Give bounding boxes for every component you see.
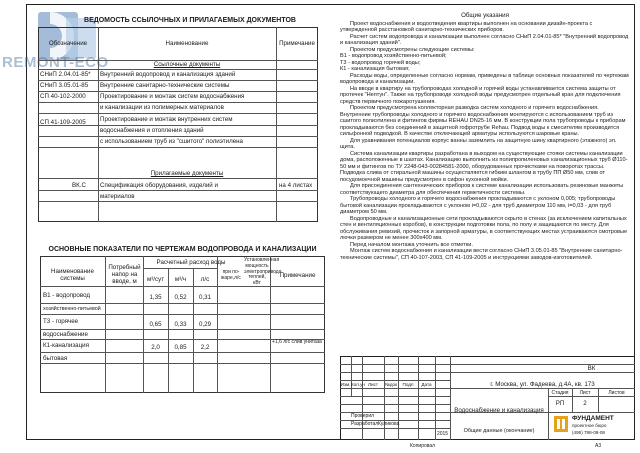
ind-header-head: Потребный напор на вводе, м [108, 264, 141, 285]
ind-header-system: Наименование системы [51, 268, 94, 282]
tb-address: г. Москва, ул. Фадеева, д.4А, кв. 173 [490, 381, 595, 388]
att-row-note: на 4 листах [279, 182, 313, 189]
tb-sheet-name: Общие данные (окончание) [463, 428, 535, 434]
ind-unit: л/с [200, 276, 210, 283]
tb-phone: (495) 798-08-08 [572, 430, 605, 435]
tb-stage: РП [555, 400, 565, 407]
notes-paragraph: Т3 - водопровод горячей воды; [340, 59, 421, 66]
ind-header-note: Примечание [279, 272, 316, 279]
tb-sheets-label: Листов [608, 390, 625, 396]
ind-row-name: Т3 - горячее [43, 318, 79, 325]
ref-row-code: СП 41-109-2005 [40, 119, 86, 126]
general-notes [340, 13, 630, 261]
notes-paragraph: Монтаж систем водоснабжения и канализации вести согласно СНиП 3.05.01-85 "Внутренние санитарно-технические системы", СП 40-107-2003, СП 41-109-2005 и инструкциями заводов-изготовителей. [340, 248, 623, 261]
tb-company-sub: проектное бюро [572, 423, 607, 428]
notes-heading: Общие указания [461, 12, 509, 19]
ind-row-v2: 0,85 [174, 344, 187, 351]
notes-paragraph: Проектом предусмотрены следующие системы: [350, 46, 475, 53]
tb-person: Куликова [378, 421, 400, 427]
refs-header-name: Наименование [165, 40, 209, 47]
notes-paragraph: Система канализации квартиры разработана в выходом на существующие стояки системы канализации дома, расположенные в шахтах. Канализацию выполнить из полипропиленовых канализационных труб Ø110-50 мм и фитингов по ТУ 2248-043-00284581-2000, оборудованных прочистками на поворотах трассы. Подводка слива от стиральной машины осуществляется гибким шлангом в трубу ПП Ø50 мм, слив от посудомоечной машины предусмотрен в сифон кухонной мойки. [340, 150, 628, 183]
refs-header-note: Примечание [279, 40, 315, 47]
notes-paragraph: Проектом предусмотрена коллекторная разводка систем холодного и горячего водоснабжения. Внутренние трубопроводы холодного и горячего водоснабжения монтируются с использованием труб из сшитого полиэтилена и фитингов фирмы REHAU DN25-16 мм. В конструкции пола трубопроводы к приборам прокладываются без соединений в защитной гофротрубе Rehau. Подвод воды к смесителям производится сильфонной подводкой. В качестве отключающей арматуры используются шаровые краны. [340, 105, 626, 137]
notes-paragraph: К1 - канализация бытовая; [340, 66, 410, 72]
tb-date: 2015 [436, 431, 449, 437]
att-row-name: Спецификация оборудования, изделий и [100, 182, 218, 189]
notes-paragraph: В1 - водопровод хозяйственно-питьевой; [340, 53, 447, 59]
tb-col-label: Подп [402, 382, 414, 387]
ind-unit: м³/ч [174, 276, 187, 283]
ind-row-v3: 0,31 [198, 294, 212, 301]
ref-row-name: Внутренние санитарно-технические системы [100, 82, 230, 89]
ref-row-name: Проектирование и монтаж внутренних систем [100, 116, 233, 123]
att-row-name: материалов [100, 193, 135, 200]
ind-row-v2: 0,33 [174, 321, 187, 328]
company-logo-icon [553, 415, 569, 433]
refs-header-code: Обозначение [48, 40, 88, 47]
tb-col-label: Дата [421, 382, 432, 387]
notes-paragraph: Для уравнивания потенциалов корпус ванны заземлить на защитную шину квартирного (этажного) эл. щита. [340, 137, 617, 150]
notes-paragraph: Трубопроводы холодного и горячего водоснабжения прокладываются с уклоном 0,005; трубопроводы бытовой канализации прокладываются с уклоном i=0,02 - для труб диаметром 110 мм, i=0,03 - для труб диаметром 50 мм. [340, 196, 616, 215]
notes-paragraph: На вводе в квартиру на трубопроводах холодной и горячей воды устанавливается система защиты от протечек "Нептун". Также на трубопроводе холодной воды предусмотрен отдельный кран для подключения средств первичного пожаротушения. [340, 85, 621, 105]
tb-company: ФУНДАМЕНТ [572, 415, 614, 422]
ind-unit: м³/сут [146, 276, 165, 283]
ind-row-v3: 0,29 [198, 321, 212, 328]
ref-row-name: Проектирование и монтаж систем водоснабжения [100, 93, 245, 100]
ind-row-v3: 2,2 [200, 344, 210, 351]
tb-col-label: Изм. [340, 382, 351, 387]
notes-paragraph: Проект водоснабжения и водоотведения квартиры выполнен на основании дизайн-проекта с утвержденной расстановкой санитарно-технических приборов. [340, 20, 593, 33]
footer-format: А3 [595, 443, 602, 449]
ref-row-name: Внутренний водопровод и канализация зданий [100, 71, 236, 78]
footer-copied: Копировал [410, 443, 436, 449]
tb-stage-label: Стадия [551, 390, 569, 396]
tb-code: ВК [587, 365, 596, 372]
tb-sheet: 2 [583, 400, 587, 407]
ref-row-code: СНиП 2.04.01-85* [40, 71, 91, 78]
notes-paragraph: Перед началом монтажа уточнить все отметки. [350, 241, 473, 248]
ind-row-name: бытовая [43, 355, 68, 362]
ind-row-name: К1-канализация [43, 342, 89, 349]
ind-header-flow: Расчетный расход воды [156, 259, 226, 266]
refs-section-attached: Прилагаемые документы [150, 170, 224, 177]
ind-unit-fire: при по-жаре,л/с [221, 269, 241, 281]
tb-col-label: №док [384, 382, 398, 387]
ref-row-name: и канализации из полимерных материалов [100, 104, 224, 111]
ind-header-power: Установленная мощность электропривода теплей, кВт [244, 257, 282, 287]
ref-row-name: с использованием труб из "сшитого" полиэтилена [100, 138, 243, 145]
indicators-title: ОСНОВНЫЕ ПОКАЗАТЕЛИ ПО ЧЕРТЕЖАМ ВОДОПРОВОДА И КАНАЛИЗАЦИИ [48, 246, 317, 253]
notes-paragraph: Расчет систем водопровода и канализации выполнен согласно СНиП 2.04.01-85* "Внутренний водопровод и канализация зданий". [340, 33, 629, 46]
ind-row-v1: 2,0 [151, 344, 160, 351]
att-row-code: ВК.С [72, 182, 86, 189]
tb-col-label: Лист [368, 382, 378, 387]
ind-row-name: водоснабжение [43, 331, 88, 338]
ref-row-code: СНиП 3.05.01-85 [40, 82, 89, 89]
tb-role: Проверил [351, 413, 375, 419]
ind-row-note: +1,6 л/с слив унитаза [272, 339, 322, 345]
tb-doc-name: Водоснабжение и канализация [454, 407, 544, 414]
ind-row-v1: 1,35 [149, 294, 162, 301]
refs-table-title: ВЕДОМОСТЬ ССЫЛОЧНЫХ И ПРИЛАГАЕМЫХ ДОКУМЕНТОВ [84, 17, 296, 24]
tb-col-label: Кол.уч [351, 382, 365, 387]
watermark-text: REMONT-ECO [2, 54, 109, 71]
ref-row-name: водоснабжения и отопления зданий [100, 127, 204, 134]
notes-paragraph: Для присоединения сантехнических приборов к системе канализации использовать резиновые манжеты соответствующего диаметра для обеспечения герметичности системы. [340, 183, 624, 196]
refs-section-referenced: Ссылочные документы [153, 61, 221, 68]
notes-paragraph: Водопроводные и канализационные сети прокладываются скрыто в стенах (за исключением капитальных стен и вентиляционных коробов), в конструкции подготовки пола, по полу и защищаются по месту. Для обслуживания ревизий, прочисток и запорной арматуры, в соответствующих местах устраиваются смотровые лючки размером не менее 300х400 мм. [340, 215, 628, 241]
ind-row-v2: 0,52 [174, 294, 187, 301]
notes-paragraph: Расходы воды, определенные согласно нормам, приведены в таблице основных показателей по чертежам водопровода и канализации. [340, 72, 629, 85]
ind-row-v1: 0,65 [149, 321, 162, 328]
ind-row-name: В1 - водопровод [43, 292, 91, 299]
tb-role: Разработал [351, 421, 379, 427]
ref-row-code: СП 40-102-2000 [40, 93, 86, 100]
tb-sheet-label: Лист [579, 390, 591, 396]
ind-row-name: хозяйственно-питьевой [43, 306, 101, 312]
